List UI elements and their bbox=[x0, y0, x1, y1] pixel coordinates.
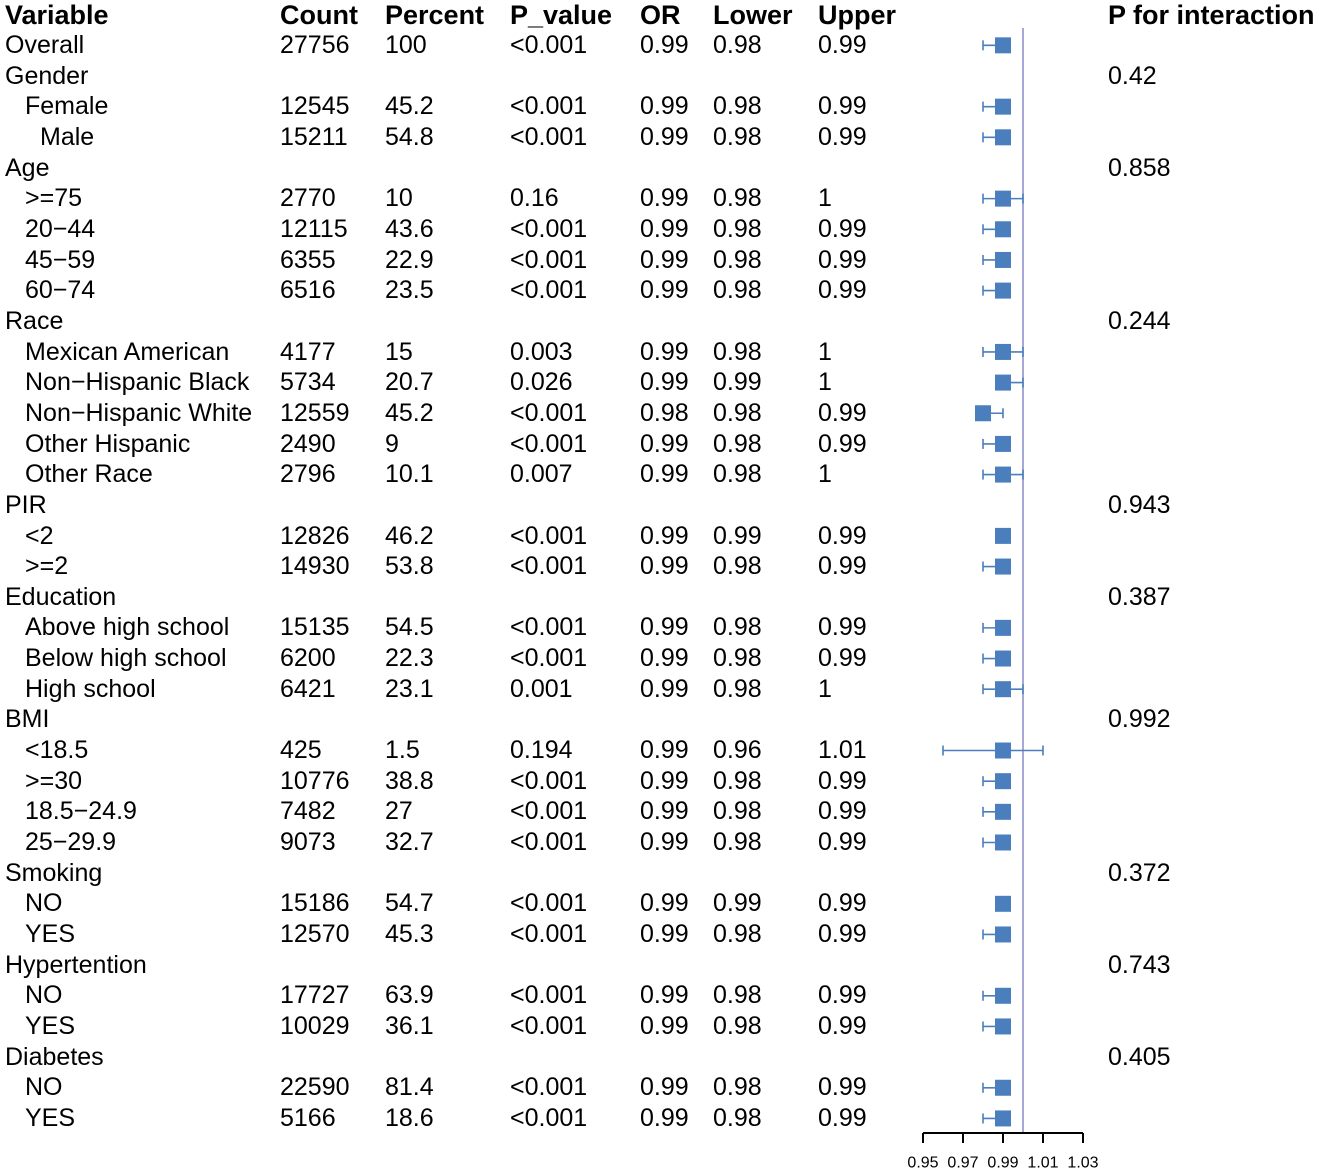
x-tick-label: 1.01 bbox=[1027, 1154, 1059, 1172]
p-value-cell: 0.026 bbox=[510, 368, 573, 397]
variable-label: YES bbox=[25, 920, 76, 949]
percent-cell: 45.2 bbox=[385, 92, 434, 121]
variable-label: Smoking bbox=[5, 858, 103, 887]
variable-label: NO bbox=[25, 1073, 63, 1102]
upper-cell: 0.99 bbox=[818, 521, 867, 550]
count-cell: 2796 bbox=[280, 460, 336, 489]
table-header bbox=[0, 0, 1325, 30]
p-value-cell: <0.001 bbox=[510, 122, 588, 151]
or-cell: 0.99 bbox=[640, 613, 689, 642]
lower-cell: 0.98 bbox=[713, 797, 762, 826]
x-tick-label: 0.95 bbox=[907, 1154, 939, 1172]
p-value-cell: <0.001 bbox=[510, 766, 588, 795]
upper-cell: 0.99 bbox=[818, 276, 867, 305]
group-row bbox=[0, 153, 1325, 184]
lower-cell: 0.98 bbox=[713, 460, 762, 489]
upper-cell: 1 bbox=[818, 337, 832, 366]
variable-label: YES bbox=[25, 1012, 76, 1040]
count-cell: 9073 bbox=[280, 828, 336, 857]
variable-label: 45−59 bbox=[25, 245, 96, 274]
subgroup-row bbox=[0, 337, 1325, 368]
or-cell: 0.99 bbox=[640, 766, 689, 795]
p-value-cell: <0.001 bbox=[510, 981, 588, 1010]
percent-cell: 100 bbox=[385, 31, 427, 59]
percent-cell: 10 bbox=[385, 184, 413, 213]
p-interaction-cell: 0.42 bbox=[1108, 61, 1157, 90]
count-cell: 12545 bbox=[280, 92, 350, 121]
lower-cell: 0.99 bbox=[713, 521, 762, 550]
subgroup-row bbox=[0, 674, 1325, 705]
variable-label: Below high school bbox=[25, 644, 227, 673]
variable-label: Female bbox=[25, 92, 109, 121]
p-value-cell: <0.001 bbox=[510, 613, 588, 642]
header-upper: Upper bbox=[818, 0, 897, 30]
upper-cell: 0.99 bbox=[818, 1073, 867, 1102]
or-cell: 0.99 bbox=[640, 521, 689, 550]
percent-cell: 22.9 bbox=[385, 245, 434, 274]
x-tick-label: 0.97 bbox=[947, 1154, 979, 1172]
or-cell: 0.99 bbox=[640, 552, 689, 581]
count-cell: 15135 bbox=[280, 613, 350, 642]
percent-cell: 53.8 bbox=[385, 552, 434, 581]
count-cell: 7482 bbox=[280, 797, 336, 826]
percent-cell: 45.2 bbox=[385, 398, 434, 427]
variable-label: Education bbox=[5, 582, 117, 611]
or-cell: 0.99 bbox=[640, 797, 689, 826]
or-cell: 0.99 bbox=[640, 889, 689, 918]
upper-cell: 0.99 bbox=[818, 122, 867, 151]
count-cell: 2770 bbox=[280, 184, 336, 213]
subgroup-row bbox=[0, 214, 1325, 245]
p-interaction-cell: 0.992 bbox=[1108, 705, 1171, 734]
or-cell: 0.99 bbox=[640, 245, 689, 274]
lower-cell: 0.98 bbox=[713, 1073, 762, 1102]
upper-cell: 0.99 bbox=[818, 92, 867, 121]
upper-cell: 0.99 bbox=[818, 797, 867, 826]
or-cell: 0.99 bbox=[640, 981, 689, 1010]
count-cell: 12826 bbox=[280, 521, 350, 550]
p-interaction-cell: 0.244 bbox=[1108, 306, 1171, 335]
upper-cell: 0.99 bbox=[818, 828, 867, 857]
lower-cell: 0.99 bbox=[713, 368, 762, 397]
count-cell: 27756 bbox=[280, 31, 350, 59]
upper-cell: 0.99 bbox=[818, 552, 867, 581]
or-cell: 0.99 bbox=[640, 736, 689, 765]
lower-cell: 0.98 bbox=[713, 184, 762, 213]
upper-cell: 0.99 bbox=[818, 245, 867, 274]
or-cell: 0.99 bbox=[640, 214, 689, 243]
header-lower: Lower bbox=[713, 0, 793, 30]
count-cell: 12559 bbox=[280, 398, 350, 427]
p-value-cell: <0.001 bbox=[510, 644, 588, 673]
percent-cell: 38.8 bbox=[385, 766, 434, 795]
or-cell: 0.99 bbox=[640, 460, 689, 489]
percent-cell: 27 bbox=[385, 797, 413, 826]
p-value-cell: <0.001 bbox=[510, 245, 588, 274]
percent-cell: 46.2 bbox=[385, 521, 434, 550]
upper-cell: 0.99 bbox=[818, 1103, 867, 1132]
upper-cell: 0.99 bbox=[818, 766, 867, 795]
variable-label: 20−44 bbox=[25, 214, 96, 243]
header-p-interaction: P for interaction bbox=[1108, 0, 1315, 30]
lower-cell: 0.99 bbox=[713, 889, 762, 918]
group-row bbox=[0, 950, 1325, 981]
count-cell: 12570 bbox=[280, 920, 350, 949]
variable-label: Above high school bbox=[25, 613, 230, 642]
p-interaction-cell: 0.743 bbox=[1108, 950, 1171, 979]
count-cell: 6200 bbox=[280, 644, 336, 673]
variable-label: NO bbox=[25, 889, 63, 918]
p-value-cell: <0.001 bbox=[510, 1012, 588, 1040]
p-value-cell: <0.001 bbox=[510, 398, 588, 427]
or-cell: 0.99 bbox=[640, 429, 689, 458]
count-cell: 5734 bbox=[280, 368, 336, 397]
group-row bbox=[0, 61, 1325, 92]
p-value-cell: <0.001 bbox=[510, 920, 588, 949]
group-row bbox=[0, 1042, 1325, 1073]
or-cell: 0.99 bbox=[640, 184, 689, 213]
variable-label: BMI bbox=[5, 705, 50, 734]
subgroup-row bbox=[0, 612, 1325, 643]
count-cell: 6421 bbox=[280, 674, 336, 703]
p-interaction-cell: 0.943 bbox=[1108, 490, 1171, 519]
group-row bbox=[0, 858, 1325, 889]
percent-cell: 54.7 bbox=[385, 889, 434, 918]
or-cell: 0.99 bbox=[640, 674, 689, 703]
or-cell: 0.99 bbox=[640, 31, 689, 59]
subgroup-row bbox=[0, 183, 1325, 214]
subgroup-row bbox=[0, 551, 1325, 582]
lower-cell: 0.96 bbox=[713, 736, 762, 765]
percent-cell: 45.3 bbox=[385, 920, 434, 949]
count-cell: 17727 bbox=[280, 981, 350, 1010]
percent-cell: 18.6 bbox=[385, 1103, 434, 1132]
upper-cell: 0.99 bbox=[818, 398, 867, 427]
group-row bbox=[0, 306, 1325, 337]
subgroup-row bbox=[0, 367, 1325, 398]
count-cell: 6355 bbox=[280, 245, 336, 274]
header-variable: Variable bbox=[5, 0, 109, 30]
variable-label: Hypertention bbox=[5, 950, 147, 979]
upper-cell: 0.99 bbox=[818, 920, 867, 949]
x-tick-label: 1.03 bbox=[1067, 1154, 1099, 1172]
p-value-cell: 0.001 bbox=[510, 674, 573, 703]
p-value-cell: 0.194 bbox=[510, 736, 573, 765]
subgroup-row bbox=[0, 980, 1325, 1011]
or-cell: 0.99 bbox=[640, 1073, 689, 1102]
group-row bbox=[0, 490, 1325, 521]
count-cell: 12115 bbox=[280, 214, 348, 243]
subgroup-row bbox=[0, 459, 1325, 490]
upper-cell: 0.99 bbox=[818, 613, 867, 642]
variable-label: Mexican American bbox=[25, 337, 230, 366]
or-cell: 0.99 bbox=[640, 644, 689, 673]
lower-cell: 0.98 bbox=[713, 674, 762, 703]
or-cell: 0.98 bbox=[640, 398, 689, 427]
p-value-cell: <0.001 bbox=[510, 92, 588, 121]
count-cell: 2490 bbox=[280, 429, 336, 458]
count-cell: 4177 bbox=[280, 337, 336, 366]
variable-label: Non−Hispanic Black bbox=[25, 368, 250, 397]
lower-cell: 0.98 bbox=[713, 276, 762, 305]
lower-cell: 0.98 bbox=[713, 122, 762, 151]
percent-cell: 63.9 bbox=[385, 981, 434, 1010]
or-cell: 0.99 bbox=[640, 1012, 689, 1040]
upper-cell: 1 bbox=[818, 460, 832, 489]
percent-cell: 32.7 bbox=[385, 828, 434, 857]
table-body bbox=[0, 30, 1325, 1134]
percent-cell: 9 bbox=[385, 429, 399, 458]
percent-cell: 23.5 bbox=[385, 276, 434, 305]
upper-cell: 0.99 bbox=[818, 889, 867, 918]
variable-label: Non−Hispanic White bbox=[25, 398, 253, 427]
variable-label: >=2 bbox=[25, 552, 69, 581]
p-interaction-cell: 0.372 bbox=[1108, 858, 1171, 887]
variable-label: <2 bbox=[25, 521, 54, 550]
or-cell: 0.99 bbox=[640, 92, 689, 121]
p-value-cell: <0.001 bbox=[510, 429, 588, 458]
count-cell: 22590 bbox=[280, 1073, 350, 1102]
variable-label: YES bbox=[25, 1103, 76, 1132]
p-value-cell: <0.001 bbox=[510, 31, 588, 59]
subgroup-row bbox=[0, 827, 1325, 858]
subgroup-row bbox=[0, 1011, 1325, 1042]
subgroup-row bbox=[0, 275, 1325, 306]
subgroup-row bbox=[0, 122, 1325, 153]
p-value-cell: <0.001 bbox=[510, 552, 588, 581]
p-value-cell: <0.001 bbox=[510, 828, 588, 857]
p-interaction-cell: 0.858 bbox=[1108, 153, 1171, 182]
upper-cell: 0.99 bbox=[818, 429, 867, 458]
count-cell: 15186 bbox=[280, 889, 350, 918]
subgroup-row bbox=[0, 398, 1325, 429]
lower-cell: 0.98 bbox=[713, 920, 762, 949]
percent-cell: 43.6 bbox=[385, 214, 434, 243]
lower-cell: 0.98 bbox=[713, 337, 762, 366]
variable-label: >=75 bbox=[25, 184, 83, 213]
subgroup-row bbox=[0, 643, 1325, 674]
variable-label: NO bbox=[25, 981, 63, 1010]
lower-cell: 0.98 bbox=[713, 245, 762, 274]
or-cell: 0.99 bbox=[640, 828, 689, 857]
lower-cell: 0.98 bbox=[713, 92, 762, 121]
variable-label: Other Hispanic bbox=[25, 429, 191, 458]
lower-cell: 0.98 bbox=[713, 1012, 762, 1040]
variable-label: PIR bbox=[5, 490, 47, 519]
percent-cell: 10.1 bbox=[385, 460, 434, 489]
lower-cell: 0.98 bbox=[713, 613, 762, 642]
upper-cell: 1.01 bbox=[818, 736, 867, 765]
upper-cell: 0.99 bbox=[818, 644, 867, 673]
percent-cell: 54.5 bbox=[385, 613, 434, 642]
or-cell: 0.99 bbox=[640, 1103, 689, 1132]
overall-row bbox=[0, 30, 1325, 61]
lower-cell: 0.98 bbox=[713, 31, 762, 59]
p-value-cell: 0.16 bbox=[510, 184, 559, 213]
or-cell: 0.99 bbox=[640, 337, 689, 366]
lower-cell: 0.98 bbox=[713, 214, 762, 243]
variable-label: Diabetes bbox=[5, 1042, 104, 1071]
header-percent: Percent bbox=[385, 0, 485, 30]
p-value-cell: <0.001 bbox=[510, 797, 588, 826]
percent-cell: 81.4 bbox=[385, 1073, 434, 1102]
variable-label: Other Race bbox=[25, 460, 153, 489]
header-or: OR bbox=[640, 0, 681, 30]
upper-cell: 1 bbox=[818, 368, 832, 397]
p-interaction-cell: 0.405 bbox=[1108, 1042, 1171, 1071]
lower-cell: 0.98 bbox=[713, 766, 762, 795]
upper-cell: 0.99 bbox=[818, 31, 867, 59]
variable-label: <18.5 bbox=[25, 736, 89, 765]
variable-label: 18.5−24.9 bbox=[25, 797, 137, 826]
or-cell: 0.99 bbox=[640, 368, 689, 397]
count-cell: 10029 bbox=[280, 1012, 350, 1040]
percent-cell: 54.8 bbox=[385, 122, 434, 151]
subgroup-row bbox=[0, 521, 1325, 552]
p-value-cell: <0.001 bbox=[510, 1103, 588, 1132]
variable-label: High school bbox=[25, 674, 156, 703]
variable-label: Gender bbox=[5, 61, 89, 90]
variable-label: 25−29.9 bbox=[25, 828, 117, 857]
upper-cell: 1 bbox=[818, 184, 832, 213]
lower-cell: 0.98 bbox=[713, 981, 762, 1010]
lower-cell: 0.98 bbox=[713, 552, 762, 581]
lower-cell: 0.98 bbox=[713, 828, 762, 857]
p-value-cell: <0.001 bbox=[510, 889, 588, 918]
percent-cell: 22.3 bbox=[385, 644, 434, 673]
lower-cell: 0.98 bbox=[713, 644, 762, 673]
variable-label: 60−74 bbox=[25, 276, 96, 305]
subgroup-row bbox=[0, 245, 1325, 276]
group-row bbox=[0, 582, 1325, 613]
subgroup-row bbox=[0, 735, 1325, 766]
variable-label: >=30 bbox=[25, 766, 83, 795]
count-cell: 425 bbox=[280, 736, 322, 765]
p-value-cell: <0.001 bbox=[510, 276, 588, 305]
p-value-cell: <0.001 bbox=[510, 214, 588, 243]
header-count: Count bbox=[280, 0, 358, 30]
or-cell: 0.99 bbox=[640, 920, 689, 949]
group-row bbox=[0, 704, 1325, 735]
subgroup-row bbox=[0, 796, 1325, 827]
lower-cell: 0.98 bbox=[713, 429, 762, 458]
variable-label: Male bbox=[40, 122, 95, 151]
variable-label: Overall bbox=[5, 31, 85, 59]
lower-cell: 0.98 bbox=[713, 398, 762, 427]
upper-cell: 1 bbox=[818, 674, 832, 703]
percent-cell: 20.7 bbox=[385, 368, 434, 397]
upper-cell: 0.99 bbox=[818, 981, 867, 1010]
subgroup-row bbox=[0, 429, 1325, 460]
p-value-cell: <0.001 bbox=[510, 521, 588, 550]
header-p-value: P_value bbox=[510, 0, 613, 30]
subgroup-row bbox=[0, 1072, 1325, 1103]
count-cell: 15211 bbox=[280, 122, 348, 151]
count-cell: 14930 bbox=[280, 552, 350, 581]
lower-cell: 0.98 bbox=[713, 1103, 762, 1132]
x-tick-label: 0.99 bbox=[987, 1154, 1019, 1172]
subgroup-row bbox=[0, 1103, 1325, 1134]
percent-cell: 1.5 bbox=[385, 736, 420, 765]
count-cell: 5166 bbox=[280, 1103, 336, 1132]
variable-label: Race bbox=[5, 306, 64, 335]
subgroup-row bbox=[0, 888, 1325, 919]
p-interaction-cell: 0.387 bbox=[1108, 582, 1171, 611]
count-cell: 6516 bbox=[280, 276, 336, 305]
subgroup-row bbox=[0, 919, 1325, 950]
percent-cell: 36.1 bbox=[385, 1012, 434, 1040]
percent-cell: 15 bbox=[385, 337, 413, 366]
upper-cell: 0.99 bbox=[818, 214, 867, 243]
p-value-cell: 0.003 bbox=[510, 337, 573, 366]
or-cell: 0.99 bbox=[640, 276, 689, 305]
upper-cell: 0.99 bbox=[818, 1012, 867, 1040]
p-value-cell: <0.001 bbox=[510, 1073, 588, 1102]
subgroup-row bbox=[0, 766, 1325, 797]
subgroup-row bbox=[0, 91, 1325, 122]
percent-cell: 23.1 bbox=[385, 674, 434, 703]
variable-label: Age bbox=[5, 153, 50, 182]
or-cell: 0.99 bbox=[640, 122, 689, 151]
count-cell: 10776 bbox=[280, 766, 350, 795]
p-value-cell: 0.007 bbox=[510, 460, 573, 489]
